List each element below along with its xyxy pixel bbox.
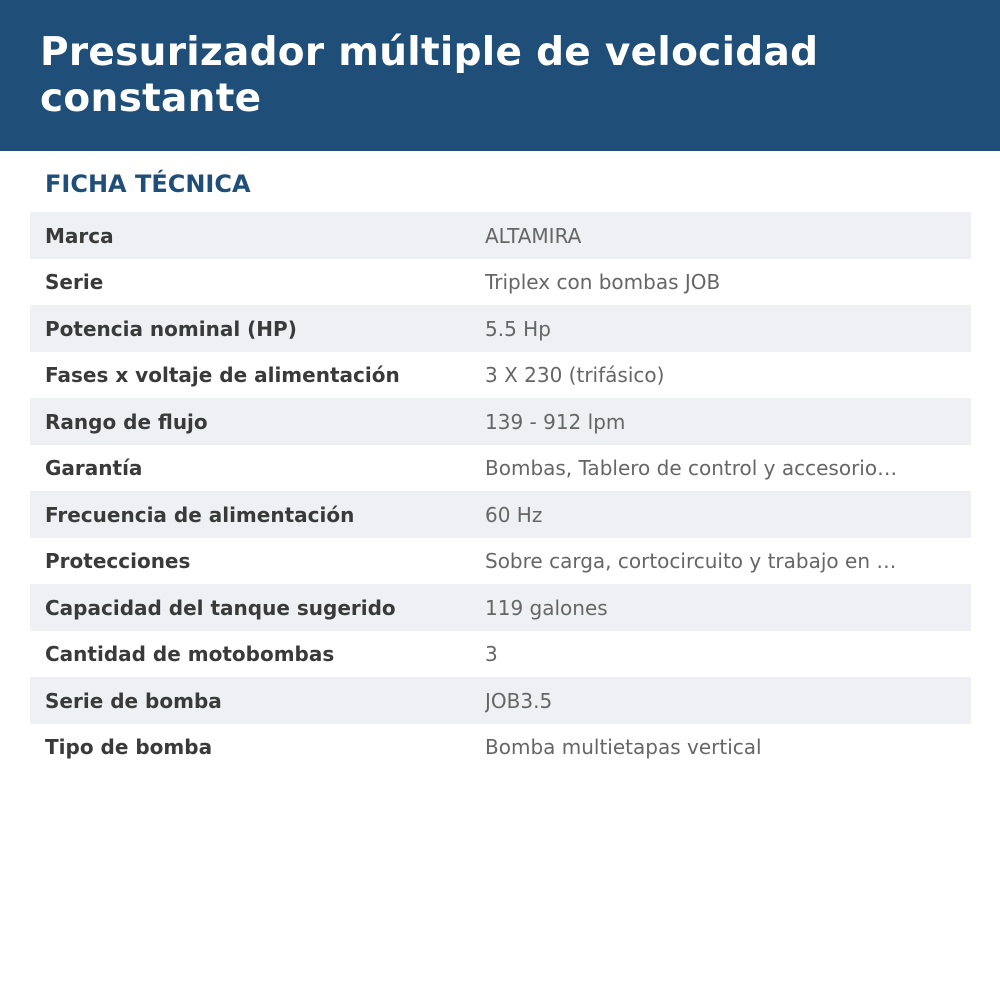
spec-value: 139 - 912 lpm xyxy=(485,409,626,434)
spec-value: 119 galones xyxy=(485,595,608,620)
spec-value: 3 xyxy=(485,642,498,666)
spec-label: Serie de bomba xyxy=(45,688,222,713)
spec-row-serie-bomba xyxy=(30,677,971,724)
spec-row-tipo-bomba xyxy=(30,724,971,770)
spec-value: 5.5 Hp xyxy=(485,316,551,341)
spec-row-fases xyxy=(30,352,971,398)
page-header xyxy=(0,0,1000,151)
spec-row-potencia xyxy=(30,305,971,352)
spec-value: 60 Hz xyxy=(485,502,543,527)
spec-row-protecciones xyxy=(30,538,971,584)
spec-label: Cantidad de motobombas xyxy=(45,642,335,666)
spec-label: Rango de flujo xyxy=(45,409,208,434)
spec-label: Fases x voltaje de alimentación xyxy=(45,363,400,387)
spec-label: Garantía xyxy=(45,456,143,480)
spec-label: Marca xyxy=(45,223,114,248)
spec-value: Bombas, Tablero de control y accesorio… xyxy=(485,456,898,480)
spec-row-garantia xyxy=(30,445,971,491)
spec-label: Tipo de bomba xyxy=(45,735,213,759)
spec-row-rango-flujo xyxy=(30,398,971,445)
spec-value: Sobre carga, cortocircuito y trabajo en … xyxy=(485,549,897,573)
page-title: Presurizador múltiple de velocidad constante xyxy=(40,30,819,121)
spec-table xyxy=(30,212,971,770)
spec-value: JOB3.5 xyxy=(485,688,553,713)
spec-value: Triplex con bombas JOB xyxy=(485,270,721,294)
spec-label: Protecciones xyxy=(45,549,191,573)
spec-label: Capacidad del tanque sugerido xyxy=(45,595,396,620)
spec-value: 3 X 230 (trifásico) xyxy=(485,363,665,387)
spec-row-capacidad-tanque xyxy=(30,584,971,631)
spec-row-marca xyxy=(30,212,971,259)
spec-label: Potencia nominal (HP) xyxy=(45,316,297,341)
section-title: FICHA TÉCNICA xyxy=(45,170,251,198)
spec-value: ALTAMIRA xyxy=(485,223,582,248)
spec-label: Serie xyxy=(45,270,104,294)
spec-label: Frecuencia de alimentación xyxy=(45,502,355,527)
spec-row-frecuencia xyxy=(30,491,971,538)
spec-row-cantidad-motobombas xyxy=(30,631,971,677)
spec-value: Bomba multietapas vertical xyxy=(485,735,762,759)
spec-row-serie xyxy=(30,259,971,305)
